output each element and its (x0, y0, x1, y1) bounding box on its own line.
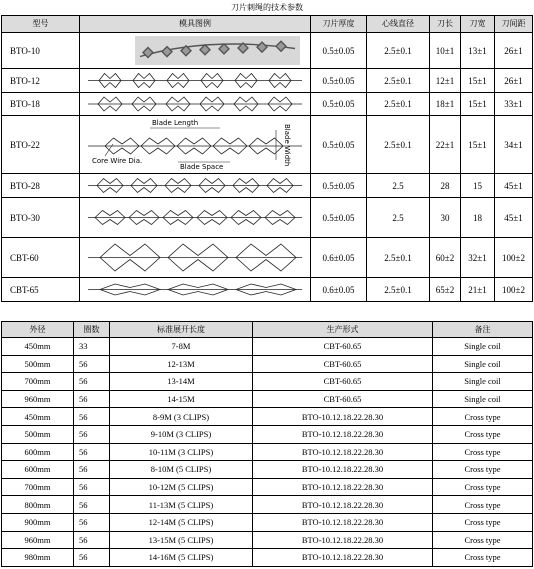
cell-thickness: 0.5±0.05 (311, 198, 367, 238)
length-row (2, 549, 533, 567)
diagram-cell (80, 93, 311, 116)
cell-blade-length: 28 (430, 174, 461, 198)
cell-core-diameter: 2.5 (367, 198, 430, 238)
length-row (2, 390, 533, 408)
cell-production-type: BTO-10.12.18.22.28.30 (253, 496, 433, 514)
cell-remarks: Cross type (433, 425, 533, 443)
cell-blade-spacing: 100±2 (495, 278, 533, 302)
spec-row (2, 33, 533, 69)
cell-production-type: CBT-60.65 (253, 338, 433, 356)
cell-remarks: Cross type (433, 461, 533, 479)
cell-thickness: 0.5±0.05 (311, 174, 367, 198)
spec-row (2, 198, 533, 238)
spec-table (1, 15, 533, 302)
diagram-cell (80, 238, 311, 278)
cell-production-type: BTO-10.12.18.22.28.30 (253, 531, 433, 549)
cell-production-type: BTO-10.12.18.22.28.30 (253, 425, 433, 443)
cell-outer-diameter: 600mm (2, 461, 74, 479)
cell-blade-width: 15 (461, 174, 495, 198)
cell-production-type: BTO-10.12.18.22.28.30 (253, 461, 433, 479)
cell-standard-length: 10-12M (5 CLIPS) (110, 478, 253, 496)
cell-remarks: Cross type (433, 549, 533, 567)
cell-outer-diameter: 960mm (2, 531, 74, 549)
cell-blade-length: 12±1 (430, 69, 461, 93)
header-outer-diameter: 外径 (2, 322, 74, 338)
cell-production-type: BTO-10.12.18.22.28.30 (253, 443, 433, 461)
length-row (2, 478, 533, 496)
cell-core-diameter: 2.5±0.1 (367, 116, 430, 174)
cell-outer-diameter: 700mm (2, 478, 74, 496)
diagram-cell (80, 33, 311, 69)
cell-standard-length: 12-14M (5 CLIPS) (110, 513, 253, 531)
cell-blade-width: 18 (461, 198, 495, 238)
cell-blade-width: 13±1 (461, 33, 495, 69)
spec-header-row (2, 16, 533, 33)
cell-remarks: Single coil (433, 373, 533, 391)
length-row (2, 531, 533, 549)
cell-blade-length: 65±2 (430, 278, 461, 302)
cell-standard-length: 14-15M (110, 390, 253, 408)
cell-remarks: Single coil (433, 390, 533, 408)
cell-production-type: BTO-10.12.18.22.28.30 (253, 478, 433, 496)
blade-profile-icon (80, 198, 310, 237)
cell-remarks: Single coil (433, 338, 533, 356)
diagram-cell (80, 198, 311, 238)
header-loops: 圈数 (74, 322, 110, 338)
length-row (2, 425, 533, 443)
cell-core-diameter: 2.5±0.1 (367, 69, 430, 93)
length-row (2, 513, 533, 531)
cell-model: BTO-22 (2, 116, 80, 174)
cell-standard-length: 14-16M (5 CLIPS) (110, 549, 253, 567)
length-row (2, 338, 533, 356)
header-diagram: 模具图例 (80, 16, 311, 33)
length-table (1, 321, 533, 567)
cell-loops: 56 (74, 531, 110, 549)
cell-production-type: BTO-10.12.18.22.28.30 (253, 513, 433, 531)
cell-remarks: Cross type (433, 513, 533, 531)
cell-standard-length: 13-14M (110, 373, 253, 391)
cell-core-diameter: 2.5 (367, 174, 430, 198)
long-blade-drawing (88, 244, 302, 271)
cell-loops: 56 (74, 390, 110, 408)
cell-production-type: BTO-10.12.18.22.28.30 (253, 549, 433, 567)
cell-blade-spacing: 34±1 (495, 116, 533, 174)
cell-blade-width: 15±1 (461, 93, 495, 116)
cell-blade-spacing: 26±1 (495, 69, 533, 93)
cell-blade-spacing: 26±1 (495, 33, 533, 69)
diagram-label-blade_width: Blade Width (283, 124, 291, 167)
cell-outer-diameter: 450mm (2, 408, 74, 426)
cell-remarks: Cross type (433, 408, 533, 426)
cell-standard-length: 11-13M (5 CLIPS) (110, 496, 253, 514)
cell-loops: 56 (74, 373, 110, 391)
long-blade-profile-icon (80, 278, 310, 301)
diagram-cell (80, 278, 311, 302)
cell-model: BTO-28 (2, 174, 80, 198)
spec-row (2, 69, 533, 93)
cell-core-diameter: 2.5±0.1 (367, 278, 430, 302)
cell-model: BTO-18 (2, 93, 80, 116)
cell-loops: 56 (74, 478, 110, 496)
spec-row (2, 116, 533, 174)
blade-profile-drawing (88, 179, 302, 193)
header-blade-spacing: 刀间距 (495, 16, 533, 33)
diagram-cell (80, 116, 311, 174)
cell-loops: 56 (74, 425, 110, 443)
length-row (2, 373, 533, 391)
cell-outer-diameter: 960mm (2, 390, 74, 408)
cell-blade-width: 15±1 (461, 69, 495, 93)
cell-outer-diameter: 700mm (2, 373, 74, 391)
cell-model: BTO-12 (2, 69, 80, 93)
cell-loops: 56 (74, 513, 110, 531)
cell-model: BTO-10 (2, 33, 80, 69)
cell-standard-length: 12-13M (110, 355, 253, 373)
spec-row (2, 174, 533, 198)
cell-blade-length: 60±2 (430, 238, 461, 278)
cell-production-type: BTO-10.12.18.22.28.30 (253, 408, 433, 426)
cell-blade-width: 32±1 (461, 238, 495, 278)
spec-row (2, 278, 533, 302)
spec-row (2, 93, 533, 116)
cell-blade-length: 22±1 (430, 116, 461, 174)
diagram-label-blade_length: Blade Length (152, 119, 199, 127)
header-standard-length: 标准展开长度 (110, 322, 253, 338)
cell-loops: 56 (74, 408, 110, 426)
header-remarks: 备注 (433, 322, 533, 338)
cell-outer-diameter: 900mm (2, 513, 74, 531)
cell-remarks: Cross type (433, 443, 533, 461)
blade-profile-drawing (88, 97, 302, 111)
cell-remarks: Cross type (433, 496, 533, 514)
razor-wire-photo-icon (80, 33, 310, 68)
diagram-label-core_wire_dia: Core Wire Dia. (92, 157, 143, 165)
cell-remarks: Cross type (433, 478, 533, 496)
length-header-row (2, 322, 533, 338)
cell-blade-spacing: 33±1 (495, 93, 533, 116)
cell-blade-length: 10±1 (430, 33, 461, 69)
cell-standard-length: 8-10M (5 CLIPS) (110, 461, 253, 479)
blade-profile-drawing (88, 74, 302, 88)
cell-outer-diameter: 450mm (2, 338, 74, 356)
cell-production-type: CBT-60.65 (253, 355, 433, 373)
cell-outer-diameter: 980mm (2, 549, 74, 567)
cell-model: BTO-30 (2, 198, 80, 238)
spec-row (2, 238, 533, 278)
long-blade-drawing (88, 284, 302, 295)
cell-loops: 56 (74, 461, 110, 479)
length-row (2, 496, 533, 514)
cell-blade-width: 15±1 (461, 116, 495, 174)
cell-standard-length: 10-11M (3 CLIPS) (110, 443, 253, 461)
cell-thickness: 0.6±0.05 (311, 278, 367, 302)
diagram-cell (80, 174, 311, 198)
length-row (2, 408, 533, 426)
cell-loops: 56 (74, 443, 110, 461)
cell-production-type: CBT-60.65 (253, 373, 433, 391)
cell-standard-length: 13-15M (5 CLIPS) (110, 531, 253, 549)
diagram-label-blade_space: Blade Space (180, 163, 224, 171)
cell-remarks: Single coil (433, 355, 533, 373)
cell-outer-diameter: 500mm (2, 425, 74, 443)
blade-profile-icon (80, 93, 310, 115)
cell-model: CBT-60 (2, 238, 80, 278)
cell-thickness: 0.5±0.05 (311, 116, 367, 174)
blade-profile-drawing (88, 211, 302, 225)
cell-remarks: Cross type (433, 531, 533, 549)
cell-thickness: 0.6±0.05 (311, 238, 367, 278)
cell-model: CBT-65 (2, 278, 80, 302)
cell-thickness: 0.5±0.05 (311, 93, 367, 116)
cell-loops: 56 (74, 355, 110, 373)
cell-blade-length: 18±1 (430, 93, 461, 116)
header-blade-length: 刀长 (430, 16, 461, 33)
cell-standard-length: 9-10M (3 CLIPS) (110, 425, 253, 443)
header-model: 型号 (2, 16, 80, 33)
header-blade-width: 刀宽 (461, 16, 495, 33)
header-core-diameter: 心线直径 (367, 16, 430, 33)
cell-outer-diameter: 800mm (2, 496, 74, 514)
cell-loops: 56 (74, 496, 110, 514)
blade-profile-icon (80, 69, 310, 92)
cell-thickness: 0.5±0.05 (311, 69, 367, 93)
cell-outer-diameter: 500mm (2, 355, 74, 373)
diagram-cell (80, 69, 311, 93)
cell-standard-length: 8-9M (3 CLIPS) (110, 408, 253, 426)
page-title: 刀片刺绳的技术参数 (231, 3, 303, 12)
cell-production-type: CBT-60.65 (253, 390, 433, 408)
length-row (2, 443, 533, 461)
header-production-type: 生产形式 (253, 322, 433, 338)
cell-core-diameter: 2.5±0.1 (367, 93, 430, 116)
cell-outer-diameter: 600mm (2, 443, 74, 461)
cell-core-diameter: 2.5±0.1 (367, 238, 430, 278)
long-blade-profile-icon (80, 238, 310, 277)
cell-standard-length: 7-8M (110, 338, 253, 356)
cell-blade-spacing: 45±1 (495, 174, 533, 198)
header-thickness: 刀片厚度 (311, 16, 367, 33)
length-row (2, 355, 533, 373)
cell-blade-spacing: 45±1 (495, 198, 533, 238)
blade-dimension-diagram-icon (80, 116, 310, 173)
cell-loops: 33 (74, 338, 110, 356)
blade-profile-icon (80, 174, 310, 197)
cell-core-diameter: 2.5±0.1 (367, 33, 430, 69)
cell-blade-width: 21±1 (461, 278, 495, 302)
length-row (2, 461, 533, 479)
cell-blade-spacing: 100±2 (495, 238, 533, 278)
cell-loops: 56 (74, 549, 110, 567)
blade-dimension-drawing (88, 138, 302, 154)
cell-blade-length: 30 (430, 198, 461, 238)
cell-thickness: 0.5±0.05 (311, 33, 367, 69)
